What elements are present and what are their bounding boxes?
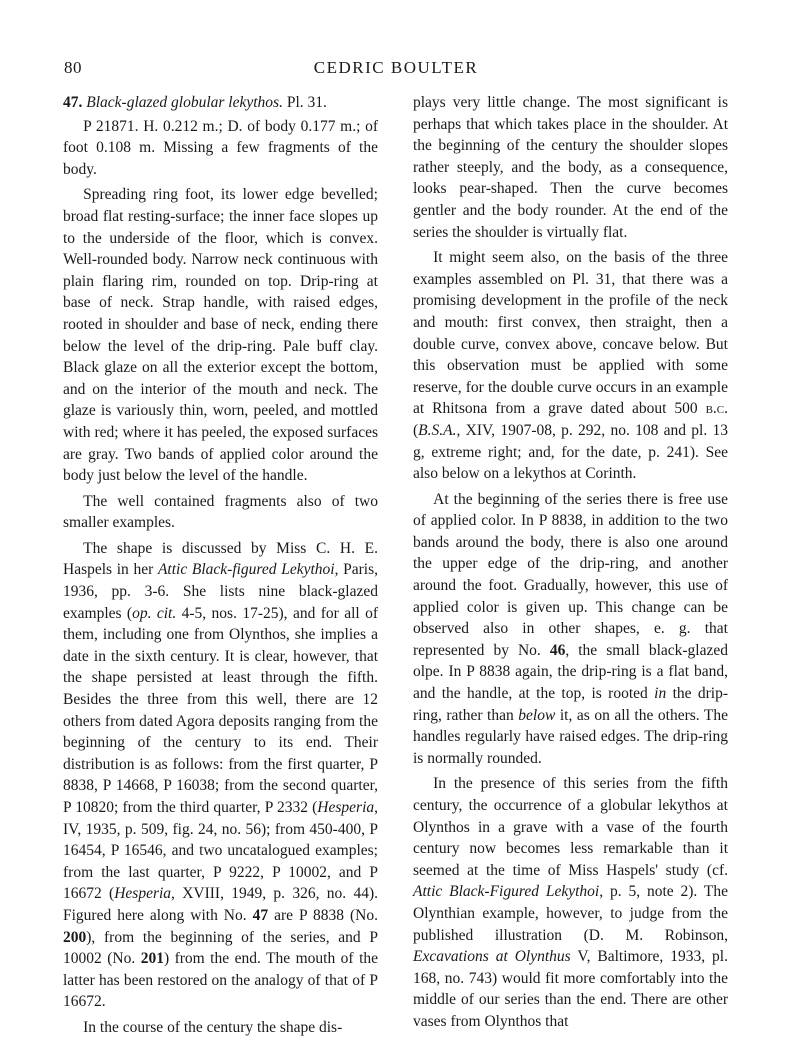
text-run: In the presence of this series from the fifth century, the occurrence of a globular lekythos at Olynthos in a grave with a vase of the fourth century now becomes less remarkable than it seemed at the time of Miss Haspels' study (cf. (413, 775, 728, 879)
fragments-paragraph: The well contained fragments also of two smaller examples. (63, 492, 378, 532)
text-run: , p. 5, note 2). The Olynthian example, however, to judge from the published illustration (D. M. Robinson, (413, 883, 728, 944)
text-run-italic: Excavations at Olynthus (413, 948, 571, 966)
text-run-smallcaps: b.c. (705, 400, 728, 418)
text-run: At the beginning of the series there is free use of applied color. In P 8838, in addition to the two bands around the body, there is also one around the upper edge of the drip-ring, and another around the foot. Gradually, however, this use of applied color is given up. This change can be observed also in other shapes, e. g. that represented by No. (413, 490, 728, 659)
page-header (0, 58, 792, 82)
text-run: V, Baltimore, 1933, pl. 168, no. 743) would fit more comfortably into the middle of our series than the end. There are other vases from Olynthos that (413, 948, 728, 1030)
catalog-measurements: P 21871. H. 0.212 m.; D. of body 0.177 m.; of foot 0.108 m. Missing a few fragments of the body. (63, 117, 378, 178)
text-run: , the small black-glazed olpe. In P 8838 again, the drip-ring is a flat band, and the handle, at the top, is rooted (413, 641, 728, 703)
text-run-bold: 200 (63, 928, 87, 946)
text-run: ) from the end. The mouth of the latter has been restored on the analogy of that of P 16672. (63, 950, 379, 1011)
olynthos-paragraph (413, 773, 728, 1032)
text-run: the drip-ring, rather than (413, 685, 728, 724)
text-run: ( (413, 421, 419, 439)
entry-plate: Pl. 31. (282, 94, 327, 111)
discussion-paragraph (63, 538, 378, 1013)
description-paragraph: Spreading ring foot, its lower edge bevelled; broad flat resting-surface; the inner face slopes up to the underside of the floor, which is convex. Well-rounded body. Narrow neck continuous with plain flaring rim, rounded on top. Drip-ring at base of neck. Strap handle, with raised edges, rooted in shoulder and base of neck, ending there below the level of the drip-ring. Pale buff clay. Black glaze on all the exterior except the bottom, and on the interior of the mouth and neck. The glaze is variously thin, worn, peeled, and mottled with red; where it has peeled, the exposed surfaces are gray. Two bands of applied color around the body just below the level of the handle. (63, 186, 378, 485)
text-run: it, as on all the others. The handles regularly have raised edges. The drip-ring is normally rounded. (413, 706, 729, 767)
text-run: ), from the beginning of the series, and P 10002 (No. (63, 928, 378, 968)
page-number: 80 (64, 58, 82, 77)
continuation-paragraph: In the course of the century the shape dis- (83, 1018, 343, 1036)
left-column (63, 92, 378, 1043)
text-run-italic: below (518, 706, 556, 724)
text-run: are P 8838 (No. (268, 906, 379, 924)
text-run: It might seem also, on the basis of the three examples assembled on Pl. 31, that there was a promising development in the profile of the neck and mouth: first convex, then straight, then a double curve, convex above, concave below. But this observation must be applied with some reserve, for the double curve occurs in an example at Rhitsona from a grave dated about 500 (413, 249, 728, 418)
text-run-italic: in (654, 685, 667, 703)
right-column (413, 92, 728, 1037)
profile-paragraph (413, 247, 728, 485)
continued-paragraph: plays very little change. The most significant is perhaps that which takes place in the shoulder. At the beginning of the century the shoulder slopes rather steeply, and the body, as a consequence, looks pear-shaped. Then the curve becomes gentler and the body rounder. At the end of the series the shoulder is virtually flat. (413, 94, 728, 241)
text-run: , XIV, 1907-08, p. 292, no. 108 and pl. 13 g, extreme right; and, for the date, p. 241). See also below on a lekythos at Corinth. (413, 421, 728, 483)
text-run: , Paris, 1936, pp. 3-6. She lists nine black-glazed examples ( (63, 561, 378, 622)
text-run-italic: Hesperia (114, 885, 172, 903)
text-run-italic: Attic Black-Figured Lekythoi (413, 883, 600, 901)
text-run-bold: 201 (140, 950, 164, 968)
text-run-italic: Hesperia (317, 799, 375, 816)
entry-number: 47. (63, 94, 83, 111)
entry-heading (63, 92, 378, 114)
text-run-italic: B.S.A. (418, 421, 457, 439)
entry-title: Black-glazed globular lekythos. (86, 94, 283, 111)
text-run: , IV, 1935, p. 509, fig. 24, no. 56); from 450-400, P 16454, P 16546, and two uncatalogued examples; from the last quarter, P 9222, P 10002, and P 16672 ( (63, 799, 378, 903)
applied-color-paragraph (413, 489, 728, 770)
text-run-bold: 46 (549, 641, 566, 659)
text-run-italic: op. cit. (132, 604, 177, 622)
text-run: , XVIII, 1949, p. 326, no. 44). Figured here along with No. (63, 885, 378, 924)
running-head: CEDRIC BOULTER (313, 58, 479, 77)
text-run: The shape is discussed by Miss C. H. E. Haspels in her (63, 539, 378, 579)
text-run-bold: 47 (252, 906, 269, 924)
text-run-italic: Attic Black-figured Lekythoi (157, 561, 335, 579)
text-run: 4-5, nos. 17-25), and for all of them, including one from Olynthos, she implies a date in the sixth century. It is clear, however, that the shape persisted at least through the fifth. Besides the three from this well, there are 12 others from dated Agora deposits ranging from the beginning of the century to its end. Their distribution is as follows: from the first quarter, P 8838, P 14668, P 16038; from the second quarter, P 10820; from the third quarter, P 2332 ( (63, 604, 378, 816)
